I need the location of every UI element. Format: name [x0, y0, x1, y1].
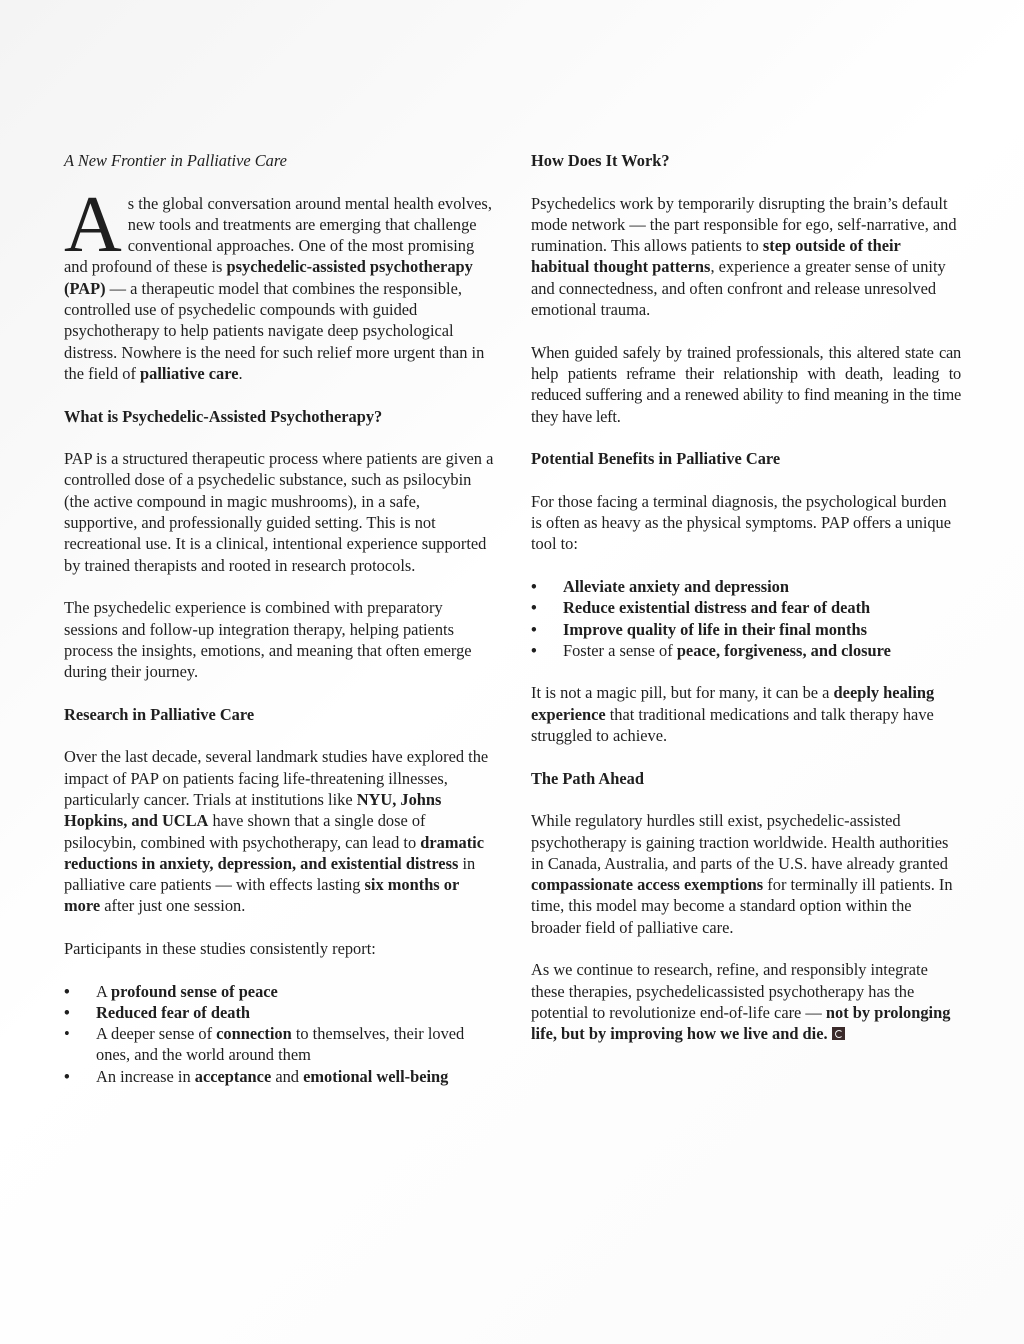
heading-how-it-works: How Does It Work?: [531, 151, 670, 170]
how-paragraph-2: When guided safely by trained professionals, this altered state can help patients reframe their relationship with death, leading to reduced suffering and a renewed ability to find meaning in the time they have left.: [531, 342, 961, 426]
bullet: •: [531, 619, 537, 639]
participant-report-list: [64, 981, 496, 1087]
list-item: • Foster a sense of peace, forgiveness, and closure: [531, 640, 891, 660]
article-kicker: A New Frontier in Palliative Care: [64, 151, 287, 170]
list-item: • Alleviate anxiety and depression: [531, 576, 789, 596]
benefits-paragraph: For those facing a terminal diagnosis, the psychological burden is often as heavy as the physical symptoms. PAP offers a unique tool to:: [531, 491, 952, 554]
magic-pill-paragraph: It is not a magic pill, but for many, it can be a deeply healing experience that traditional medications and talk therapy have struggled to achieve.: [531, 683, 935, 746]
bullet: •: [64, 1066, 70, 1086]
what-paragraph-1: PAP is a structured therapeutic process where patients are given a controlled dose of a psychedelic substance, such as psilocybin (the active compound in magic mushrooms), in a safe, supportive, and professionally guided setting. This is not recreational use. It is a clinical, intentional experience supported by trained therapists and rooted in research protocols.: [64, 449, 494, 575]
bullet: •: [64, 1024, 70, 1044]
heading-path-ahead: The Path Ahead: [531, 768, 644, 788]
list-item: • A deeper sense of connection to themselves, their loved ones, and the world around them: [64, 1024, 465, 1065]
drop-cap: A: [64, 180, 122, 269]
bullet: •: [531, 598, 537, 618]
heading-research: Research in Palliative Care: [64, 704, 255, 724]
heading-benefits: Potential Benefits in Palliative Care: [531, 449, 781, 469]
list-item: • An increase in acceptance and emotional well-being: [64, 1066, 449, 1086]
left-column: [64, 150, 496, 1108]
bullet: •: [531, 576, 537, 596]
heading-what-is-pap: What is Psychedelic-Assisted Psychotherapy?: [64, 406, 383, 426]
what-paragraph-2: The psychedelic experience is combined with preparatory sessions and follow-up integration therapy, helping patients process the insights, emotions, and meaning that often emerge during their journey.: [64, 598, 472, 682]
bullet: •: [531, 640, 537, 660]
list-item: • Improve quality of life in their final months: [531, 619, 868, 639]
path-paragraph-2: As we continue to research, refine, and responsibly integrate these therapies, psychedelicassisted psychotherapy has the potential to revolutionize end-of-life care — not by prolonging life, but by improving how we live and die.: [531, 960, 951, 1044]
list-item: • Reduce existential distress and fear of death: [531, 598, 871, 618]
path-paragraph-1: While regulatory hurdles still exist, psychedelic-assisted psychotherapy is gaining traction worldwide. Health authorities in Canada, Australia, and parts of the U.S. have already granted compassionate access exemptions for terminally ill patients. In time, this model may become a standard option within the broader field of palliative care.: [531, 811, 953, 937]
end-of-article-icon: [832, 1027, 845, 1040]
intro-paragraph: As the global conversation around mental health evolves, new tools and treatments are emerging that challenge conventional approaches. One of the most promising and profound of these is psychedelic-assisted psychotherapy (PAP) — a therapeutic model that combines the responsible, controlled use of psychedelic compounds with guided psychotherapy to help patients navigate deep psychological distress. Nowhere is the need for such relief more urgent than in the field of palliative care.: [64, 180, 492, 383]
participants-paragraph: Participants in these studies consistently report:: [64, 938, 376, 958]
bullet: •: [64, 1002, 70, 1022]
bullet: •: [64, 981, 70, 1001]
how-paragraph-1: Psychedelics work by temporarily disrupting the brain’s default mode network — the part responsible for ego, self-narrative, and rumination. This allows patients to step outside of their habitual thought patterns, experience a greater sense of unity and connectedness, and often confront and release unresolved emotional trauma.: [531, 193, 957, 320]
list-item: • A profound sense of peace: [64, 981, 278, 1001]
benefits-list: [531, 576, 961, 661]
right-column: [531, 150, 961, 1066]
list-item: • Reduced fear of death: [64, 1002, 251, 1022]
research-paragraph: Over the last decade, several landmark studies have explored the impact of PAP on patients facing life-threatening illnesses, particularly cancer. Trials at institutions like NYU, Johns Hopkins, and UCLA have shown that a single dose of psilocybin, combined with psychotherapy, can lead to dramatic reductions in anxiety, depression, and existential distress in palliative care patients — with effects lasting six months or more after just one session.: [64, 747, 489, 916]
